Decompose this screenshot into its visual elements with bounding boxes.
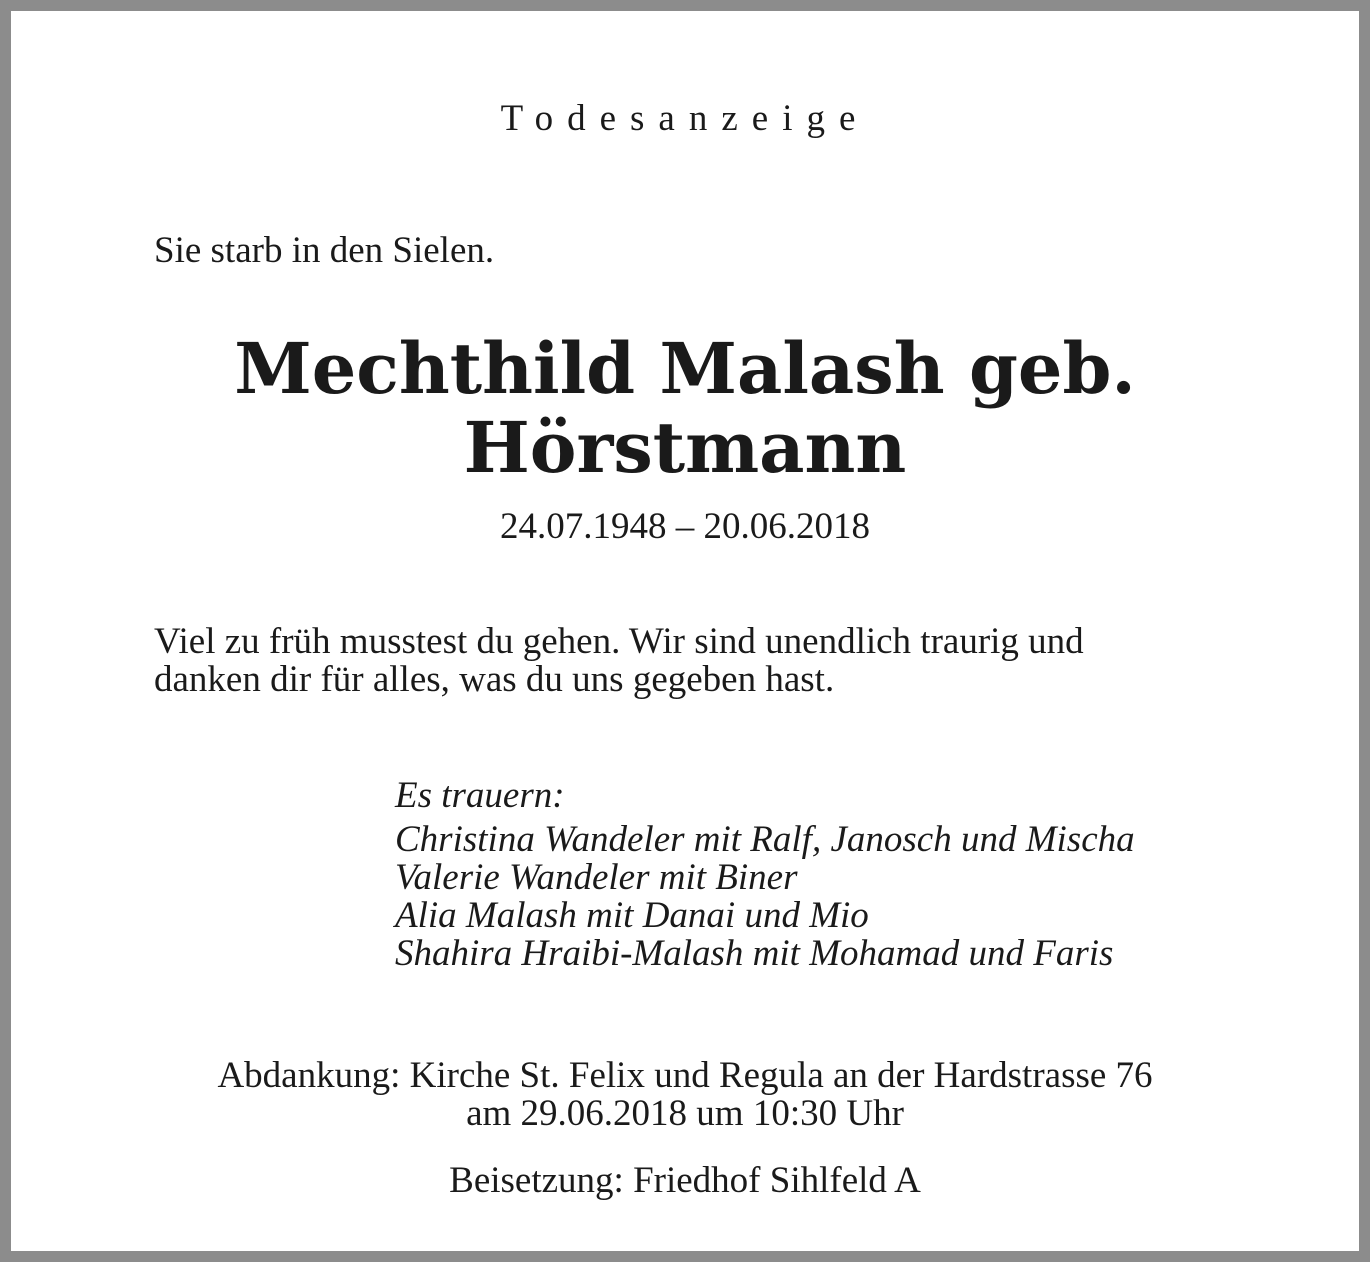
deceased-name-line-1: Mechthild Malash geb. — [234, 327, 1136, 410]
farewell-message — [154, 623, 1084, 699]
farewell-message-line-1: Viel zu früh musstest du gehen. Wir sind unendlich traurig und — [154, 621, 1084, 662]
motto: Sie starb in den Sielen. — [154, 230, 495, 271]
farewell-message-line-2: danken dir für alles, was du uns gegeben hast. — [154, 659, 835, 700]
deceased-name — [11, 329, 1359, 487]
mourners-block — [395, 777, 1135, 973]
mourner-line: Valerie Wandeler mit Biner — [395, 857, 798, 898]
mourner-line: Alia Malash mit Danai und Mio — [395, 895, 869, 936]
mourners-label: Es trauern: — [395, 775, 565, 816]
mourner-line: Shahira Hraibi-Malash mit Mohamad und Faris — [395, 933, 1114, 974]
notice-heading: Todesanzeige — [500, 98, 870, 139]
life-dates: 24.07.1948 – 20.06.2018 — [500, 506, 870, 547]
deceased-name-line-2: Hörstmann — [463, 406, 907, 489]
memorial-service-line-1: Abdankung: Kirche St. Felix und Regula an der Hardstrasse 76 — [217, 1055, 1153, 1096]
burial-info: Beisetzung: Friedhof Sihlfeld A — [449, 1160, 921, 1201]
mourner-line: Christina Wandeler mit Ralf, Janosch und Mischa — [395, 819, 1135, 860]
memorial-service-line-2: am 29.06.2018 um 10:30 Uhr — [466, 1093, 904, 1134]
memorial-service — [11, 1057, 1359, 1133]
